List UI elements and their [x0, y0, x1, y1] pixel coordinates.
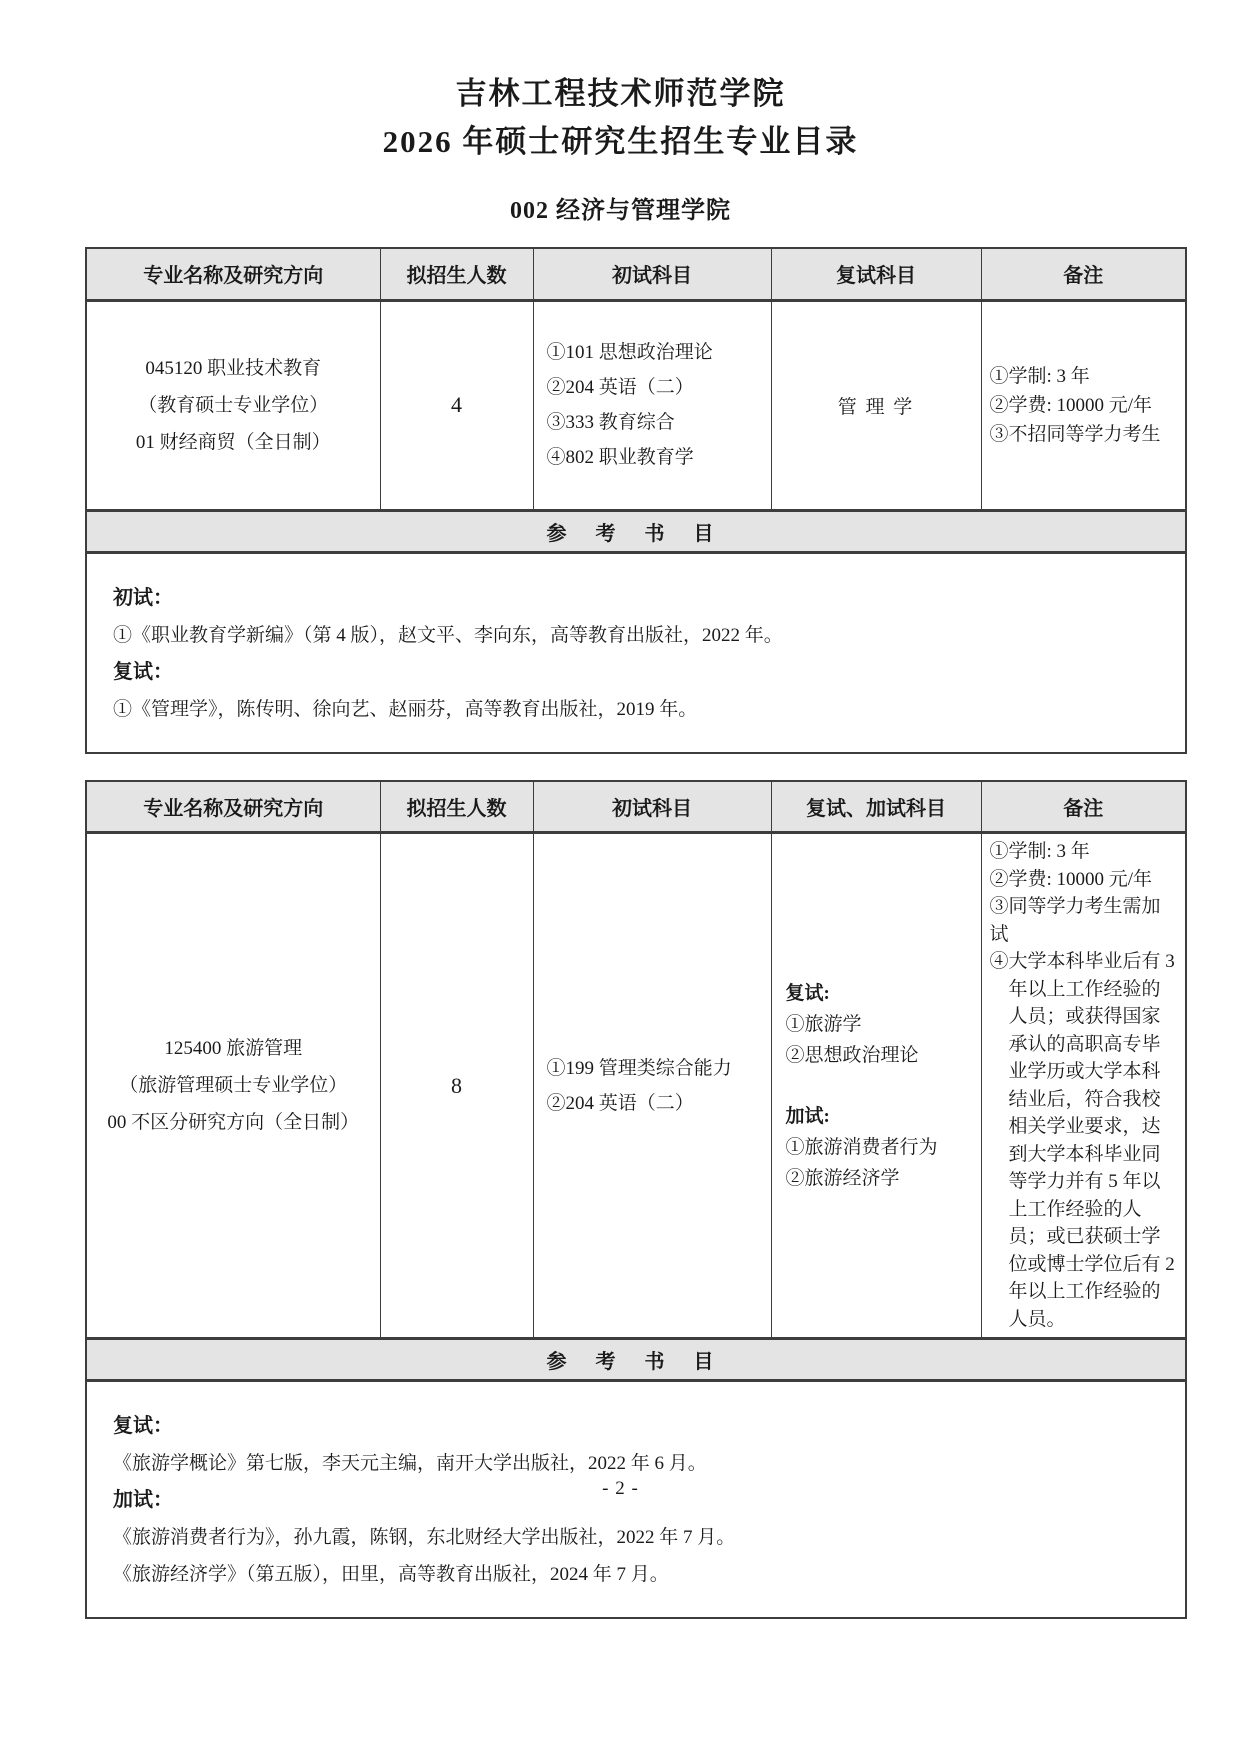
- table2-header-remarks: 备注: [981, 781, 1186, 833]
- table2-quota-cell: 8: [380, 833, 533, 1339]
- table1-reference-banner-row: [86, 510, 1186, 552]
- table1-initial-subjects-cell: [533, 300, 771, 510]
- remark-line: ①学制: 3 年: [989, 841, 1090, 863]
- initial-subject: ④802 职业教育学: [546, 447, 694, 469]
- table2-major-cell: [86, 833, 380, 1339]
- college-section-title: 002 经济与管理学院: [510, 198, 731, 225]
- remark-long-paragraph: ④大学本科毕业后有 3 年以上工作经验的人员；或获得国家承认的高职高专毕业学历或大学本科结业后，符合我校相关学业要求，达到大学本科毕业同等学力并有 5 年以上工作经验的人员；或已获硕士学位或博士学位后有 2 年以上工作经验的人员。: [989, 951, 1175, 1330]
- reference-book-line: ①《职业教育学新编》（第 4 版），赵文平、李向东，高等教育出版社，2022 年。: [113, 624, 783, 646]
- table2-header-retest-additional-subjects: 复试、加试科目: [771, 781, 981, 833]
- reference-book-line: 《旅游学概论》第七版，李天元主编，南开大学出版社，2022 年 6 月。: [113, 1453, 707, 1475]
- table2-reference-banner: 参 考 书 目: [86, 1339, 1186, 1381]
- university-title: 吉林工程技术师范学院: [455, 76, 786, 111]
- table2-reference-banner-row: [86, 1339, 1186, 1381]
- table2-remarks-cell: [981, 833, 1186, 1339]
- page-number: - 2 -: [602, 1478, 639, 1499]
- remark-line: ③同等学力考生需加试: [989, 896, 1161, 945]
- spacer: [786, 1071, 981, 1101]
- table1-header-retest-subjects: 复试科目: [771, 248, 981, 300]
- reference-book-line: 《旅游消费者行为》，孙九霞，陈钢，东北财经大学出版社，2022 年 7 月。: [113, 1527, 736, 1549]
- program-table-1: [85, 247, 1187, 754]
- remark-line: ②学费: 10000 元/年: [989, 868, 1153, 890]
- table1-header-major: 专业名称及研究方向: [86, 248, 380, 300]
- initial-subject: ③333 教育综合: [546, 412, 675, 434]
- table1-program-row: [86, 300, 1186, 510]
- additional-subject: ②旅游经济学: [785, 1167, 900, 1189]
- reference-label-retest: 复试：: [113, 1415, 173, 1438]
- remark-line: ②学费: 10000 元/年: [989, 394, 1153, 416]
- table1-quota-cell: 4: [380, 300, 533, 510]
- table1-reference-banner: 参 考 书 目: [86, 510, 1186, 552]
- remark-line: ①学制: 3 年: [989, 365, 1090, 387]
- additional-group-label: 加试:: [785, 1105, 830, 1127]
- table1-header-initial-subjects: 初试科目: [533, 248, 771, 300]
- initial-subject: ①101 思想政治理论: [546, 342, 713, 364]
- initial-subject: ①199 管理类综合能力: [546, 1057, 732, 1079]
- table2-retest-additional-cell: [771, 833, 981, 1339]
- remark-line: ③不招同等学力考生: [989, 423, 1161, 445]
- reference-label-additional: 加试：: [113, 1489, 173, 1512]
- reference-label-initial: 初试：: [113, 586, 173, 609]
- major-direction: 00 不区分研究方向（全日制）: [107, 1112, 360, 1134]
- reference-book-line: ①《管理学》，陈传明、徐向艺、赵丽芬，高等教育出版社，2019 年。: [113, 698, 698, 720]
- retest-group-label: 复试:: [785, 982, 830, 1004]
- reference-book-line: 《旅游经济学》（第五版），田里，高等教育出版社，2024 年 7 月。: [113, 1564, 669, 1586]
- table1-major-cell: [86, 300, 380, 510]
- initial-subject: ②204 英语（二）: [546, 377, 694, 399]
- table2-program-row: [86, 833, 1186, 1339]
- major-code-name: 125400 旅游管理: [164, 1038, 303, 1060]
- table1-header-row: [86, 248, 1186, 300]
- catalog-title: 2026 年硕士研究生招生专业目录: [382, 124, 859, 160]
- additional-subject: ①旅游消费者行为: [785, 1136, 938, 1158]
- major-code-name: 045120 职业技术教育: [145, 357, 322, 379]
- table2-header-row: [86, 781, 1186, 833]
- table1-reference-row: [86, 552, 1186, 753]
- major-direction: 01 财经商贸（全日制）: [135, 431, 331, 453]
- table1-retest-cell: 管 理 学: [771, 300, 981, 510]
- table1-remarks-cell: [981, 300, 1186, 510]
- retest-subject: ①旅游学: [785, 1013, 862, 1035]
- table2-initial-subjects-cell: [533, 833, 771, 1339]
- reference-label-retest: 复试：: [113, 660, 173, 683]
- initial-subject: ②204 英语（二）: [546, 1092, 694, 1114]
- table1-header-quota: 拟招生人数: [380, 248, 533, 300]
- table1-reference-cell: [86, 552, 1186, 753]
- table2-header-major: 专业名称及研究方向: [86, 781, 380, 833]
- table2-header-quota: 拟招生人数: [380, 781, 533, 833]
- retest-subject: ②思想政治理论: [785, 1044, 919, 1066]
- table1-header-remarks: 备注: [981, 248, 1186, 300]
- major-degree-type: （教育硕士专业学位）: [138, 394, 329, 416]
- table2-header-initial-subjects: 初试科目: [533, 781, 771, 833]
- major-degree-type: （旅游管理硕士专业学位）: [119, 1075, 348, 1097]
